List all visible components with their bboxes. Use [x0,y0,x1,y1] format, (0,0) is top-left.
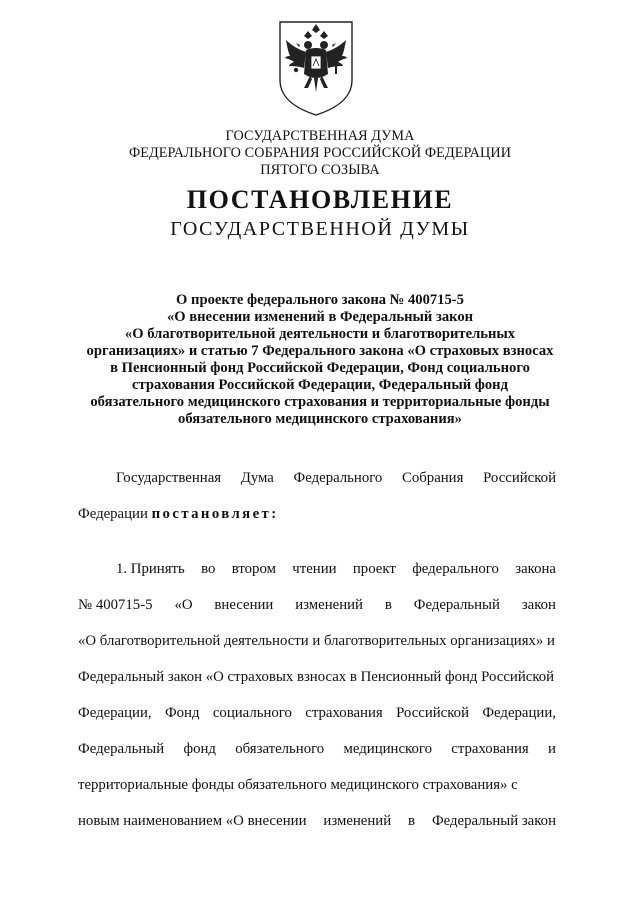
preamble-line-2 [78,506,556,523]
item-word: 1. Принять [116,561,185,577]
item-word: Федеральный [78,741,165,757]
preamble-word: Федерального [293,470,383,486]
item-word: № 400715-5 [78,597,153,613]
coat-of-arms-emblem-icon [276,18,356,118]
item1-line-3: «О благотворительной деятельности и благотворительных организациях» и [78,633,555,649]
item-word: чтении [292,561,337,577]
item-word: закон [521,597,556,613]
item-word: Федерации, [482,705,556,721]
resolves-verb: постановляет: [151,506,279,522]
subject-line-2: «О внесении изменений в Федеральный закон [166,309,474,325]
subject-line-3: «О благотворительной деятельности и благотворительных [124,326,516,342]
item1-line-2 [78,597,556,614]
convocation-line: ПЯТОГО СОЗЫВА [260,162,380,178]
item1-line-4: Федеральный закон «О страховых взносах в Пенсионный фонд Российской [78,669,555,685]
item-word: страхования [451,741,529,757]
item-word: в [384,597,392,613]
item-word: фонд [183,741,216,757]
document-type-title: ПОСТАНОВЛЕНИЕ [186,185,454,214]
subject-line-8: обязательного медицинского страхования» [178,411,462,427]
item-word: внесении [214,597,274,613]
item-word: новым наименованием «О внесении [78,813,307,829]
item-word: Фонд [164,705,200,721]
preamble-word: Федерации [78,506,148,522]
preamble-word: Дума [240,470,274,486]
item-word: изменений [295,597,363,613]
item-word: и [548,741,556,757]
subject-line-1: О проекте федерального закона № 400715-5 [176,292,464,308]
item1-line-5 [78,705,556,722]
subject-line-5: в Пенсионный фонд Российской Федерации, Фонд социального [110,360,530,376]
subject-line-4: организациях» и статью 7 Федерального закона «О страховых взносах [86,343,554,359]
item-word: Федеральный [413,597,500,613]
item-word: изменений [323,813,392,829]
item-word: социального [212,705,292,721]
item1-line-8 [78,813,556,830]
preamble-word: Российской [483,470,556,486]
item-word: закона [515,561,556,577]
item1-line-7: территориальные фонды обязательного медицинского страхования» с [78,777,518,793]
item-word: Федерации, [78,705,152,721]
item1-line-1 [116,561,556,578]
item-word: обязательного [235,741,325,757]
subject-line-7: обязательного медицинского страхования и территориальные фонды [90,394,550,410]
item-word: федерального [412,561,499,577]
issuer-title: ГОСУДАРСТВЕННОЙ ДУМЫ [170,218,470,240]
item-word: медицинского [343,741,432,757]
item1-line-6 [78,741,556,758]
item-word: Российской [396,705,469,721]
item-word: во [201,561,216,577]
item-word: страхования [305,705,383,721]
duma-header-line-1: ГОСУДАРСТВЕННАЯ ДУМА [225,128,415,144]
preamble-word: Государственная [116,470,222,486]
duma-header-line-2: ФЕДЕРАЛЬНОГО СОБРАНИЯ РОССИЙСКОЙ ФЕДЕРАЦИИ [128,145,512,161]
item-word: «О [174,597,193,613]
item-word: Федеральный закон [431,813,556,829]
item-word: проект [352,561,396,577]
item-word: в [408,813,416,829]
preamble-word: Собрания [402,470,464,486]
item-word: втором [231,561,276,577]
preamble-line-1 [116,470,556,487]
subject-line-6: страхования Российской Федерации, Федеральный фонд [132,377,508,393]
